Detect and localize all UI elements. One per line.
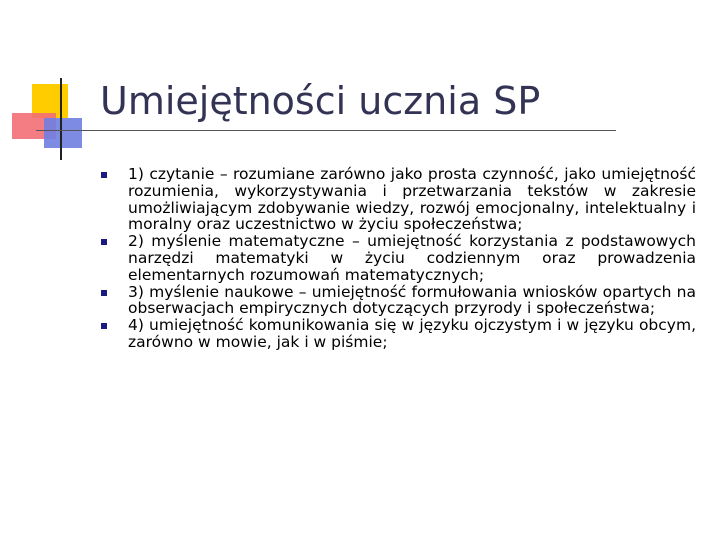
bullet-list xyxy=(100,166,696,351)
bullet-item xyxy=(100,284,696,318)
bullet-square-icon xyxy=(101,323,107,329)
bullet-text: 3) myślenie naukowe – umiejętność formułowania wniosków opartych na obserwacjach empirycznych dotyczących przyrody i społeczeństwa; xyxy=(128,282,696,318)
bullet-square-icon xyxy=(101,239,107,245)
logo-blue-square xyxy=(44,118,82,148)
bullet-item xyxy=(100,317,696,351)
title-underline xyxy=(36,130,616,131)
bullet-square-icon xyxy=(101,172,107,178)
bullet-item xyxy=(100,233,696,283)
bullet-item xyxy=(100,166,696,233)
bullet-text: 4) umiejętność komunikowania się w języku ojczystym i w języku obcym, zarówno w mowie, jak i w piśmie; xyxy=(128,316,696,351)
bullet-text: 1) czytanie – rozumiane zarówno jako prosta czynność, jako umiejętność rozumienia, wykorzystywania i przetwarzania tekstów w zakresie umożliwiającym zdobywanie wiedzy, rozwój emocjonalny, intelektualny i moralny oraz uczestnictwo w życiu społeczeństwa; xyxy=(128,165,696,234)
slide-title: Umiejętności ucznia SP xyxy=(100,79,541,123)
bullet-text: 2) myślenie matematyczne – umiejętność korzystania z podstawowych narzędzi matematyki w życiu codziennym oraz prowadzenia elementarnych rozumowań matematycznych; xyxy=(128,232,696,284)
bullet-square-icon xyxy=(101,290,107,296)
logo-vertical-line xyxy=(60,78,62,160)
